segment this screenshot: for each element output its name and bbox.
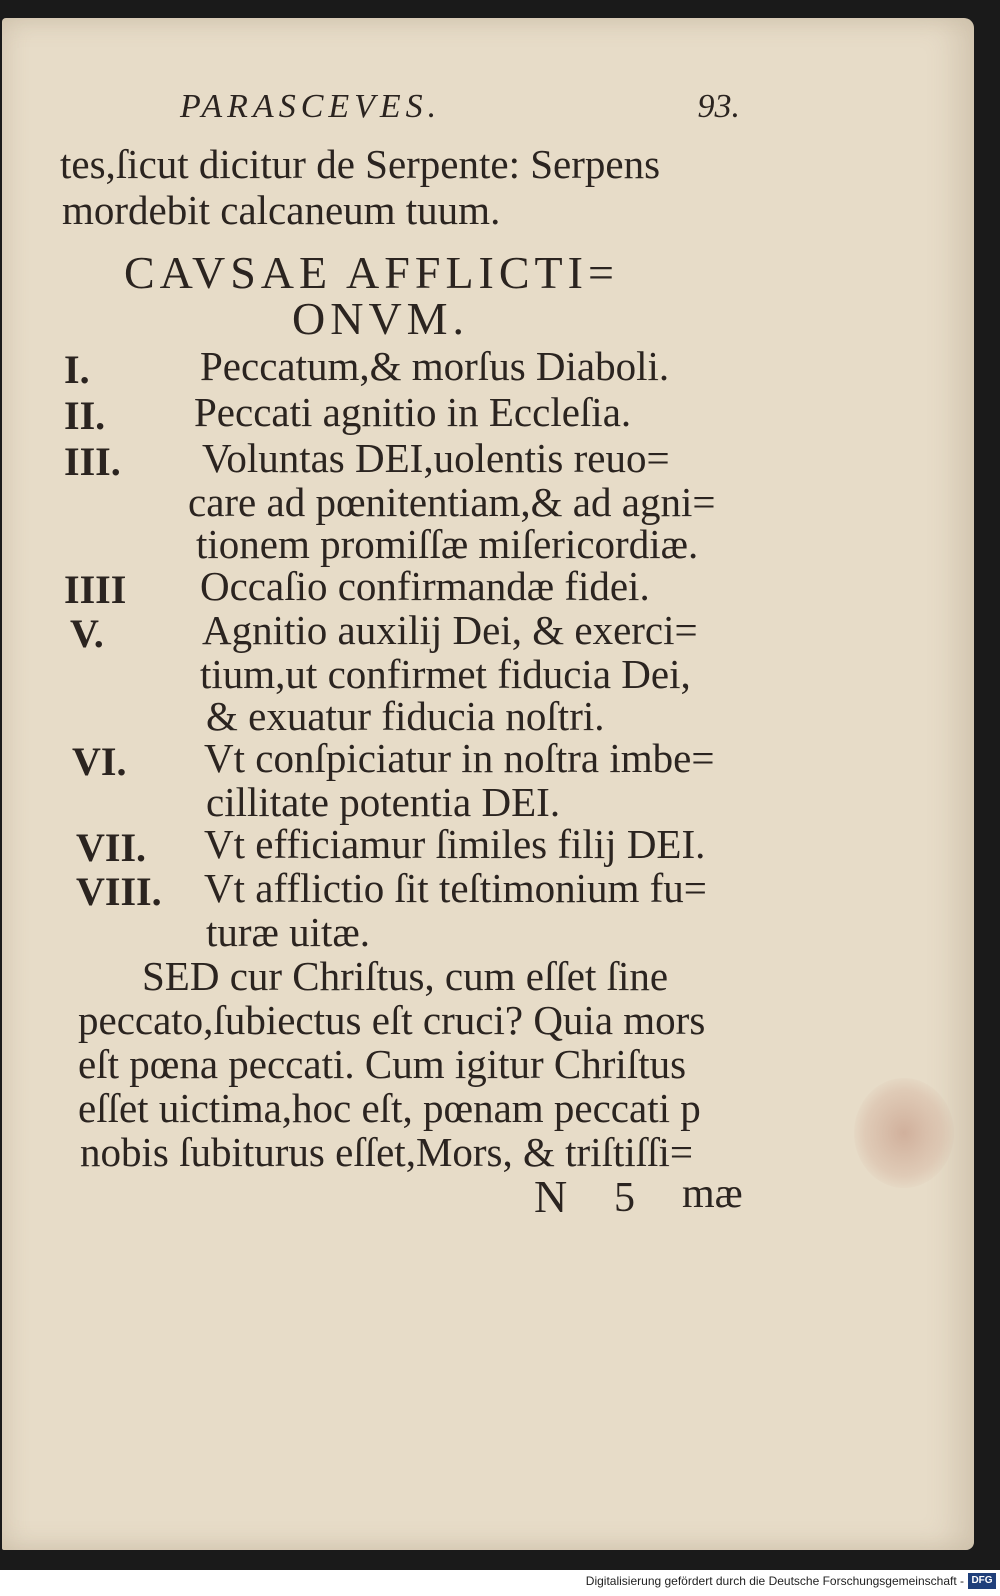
item-text-line: Vt efficiamur ſimiles filij DEI. <box>204 821 706 867</box>
dfg-logo: DFG <box>968 1573 996 1589</box>
paragraph-line: eſt pœna peccati. Cum igitur Chriſtus <box>78 1041 687 1087</box>
paragraph-line: SED cur Chriſtus, cum eſſet ſine <box>142 953 669 999</box>
item-numeral: VII. <box>76 825 147 870</box>
page-stain <box>854 1078 954 1188</box>
item-text-line: Agnitio auxilij Dei, & exerci= <box>202 607 698 653</box>
item-text-line: tionem promiſſæ miſericordiæ. <box>196 521 699 567</box>
digitization-footer <box>0 1570 1000 1596</box>
item-numeral: III. <box>64 439 121 484</box>
item-text-line: Peccatum,& morſus Diaboli. <box>200 343 670 389</box>
item-text-line: Voluntas DEI,uolentis reuo= <box>202 435 670 481</box>
signature-number: 5 <box>614 1175 635 1221</box>
item-text-line: turæ uitæ. <box>206 909 371 955</box>
signature-mark: N <box>534 1171 568 1222</box>
item-text-line: & exuatur fiducia noſtri. <box>206 693 605 739</box>
page-number: 93. <box>697 88 740 125</box>
section-heading-line: CAVSAE AFFLICTI= <box>124 247 619 298</box>
running-head <box>180 88 740 138</box>
item-text-line: Vt conſpiciatur in noſtra imbe= <box>204 735 715 781</box>
item-numeral: VIII. <box>76 869 162 914</box>
section-heading-line: ONVM. <box>292 293 470 344</box>
paragraph-line: nobis ſubiturus eſſet,Mors, & triſtiſſi= <box>80 1129 694 1175</box>
item-text-line: Vt afflictio ſit teſtimonium fu= <box>204 865 707 911</box>
item-text-line: Peccati agnitio in Eccleſia. <box>194 389 632 435</box>
item-text-line: care ad pœnitentiam,& ad agni= <box>188 479 716 525</box>
item-numeral: VI. <box>72 739 127 784</box>
paragraph-line: eſſet uictima,hoc eſt, pœnam peccati p <box>78 1085 701 1131</box>
item-text-line: Occaſio confirmandæ fidei. <box>200 563 650 609</box>
text-line: mordebit calcaneum tuum. <box>62 187 501 233</box>
catchword: mæ <box>682 1171 743 1217</box>
text-line: tes,ſicut dicitur de Serpente: Serpens <box>60 141 661 187</box>
paragraph-line: peccato,ſubiectus eſt cruci? Quia mors <box>78 997 706 1043</box>
item-text-line: tium,ut confirmet fiducia Dei, <box>200 651 691 697</box>
item-numeral: I. <box>64 347 90 392</box>
footer-credit: Digitalisierung gefördert durch die Deutsche Forschungsgemeinschaft - <box>585 1574 964 1588</box>
item-numeral: II. <box>64 393 106 438</box>
running-head-title: PARASCEVES. <box>180 88 442 125</box>
item-numeral: V. <box>70 611 104 656</box>
item-text-line: cillitate potentia DEI. <box>206 779 561 825</box>
item-numeral: IIII <box>64 567 127 612</box>
